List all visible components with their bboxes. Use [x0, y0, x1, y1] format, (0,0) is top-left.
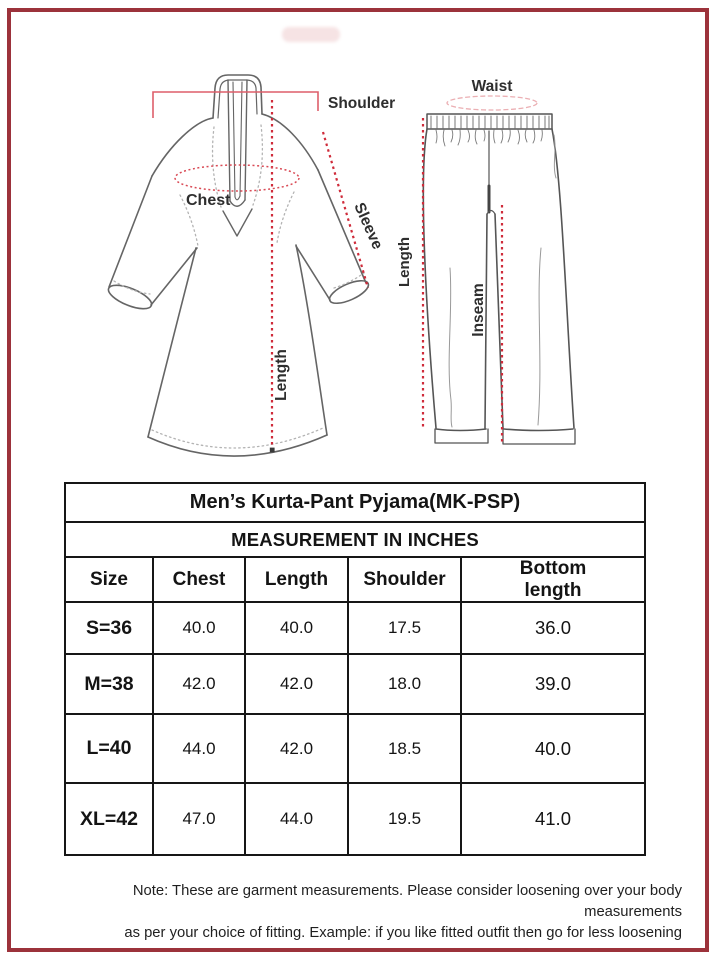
table-row-s36 — [65, 602, 645, 654]
col-header-length: Length — [245, 557, 348, 602]
kurta-stitch-lines — [114, 125, 364, 448]
shoulder-value: 18.5 — [348, 714, 461, 783]
length-value: 44.0 — [245, 783, 348, 855]
size-value: L=40 — [65, 714, 153, 783]
pants-drawing — [423, 114, 575, 444]
chest-value: 40.0 — [153, 602, 245, 654]
table-subtitle: MEASUREMENT IN INCHES — [65, 522, 645, 557]
pants-length-label: Length — [396, 237, 413, 287]
size-value: M=38 — [65, 654, 153, 714]
kurta-length-label: Length — [273, 349, 290, 401]
table-row-l40 — [65, 714, 645, 783]
chest-value: 47.0 — [153, 783, 245, 855]
chest-value: 44.0 — [153, 714, 245, 783]
table-row-xl42 — [65, 783, 645, 855]
col-header-size: Size — [65, 557, 153, 602]
measurement-table — [64, 482, 646, 856]
chest-value: 42.0 — [153, 654, 245, 714]
kurta-sleeve-label: Sleeve — [350, 200, 386, 253]
shoulder-value: 18.0 — [348, 654, 461, 714]
kurta-drawing — [105, 75, 371, 456]
pants-measure-marks — [423, 96, 537, 443]
table-title: Men’s Kurta-Pant Pyjama(MK-PSP) — [65, 483, 645, 522]
size-value: S=36 — [65, 602, 153, 654]
bottom-length-value: 39.0 — [461, 654, 645, 714]
col-header-chest: Chest — [153, 557, 245, 602]
pants-waist-label: Waist — [471, 78, 513, 95]
shoulder-value: 19.5 — [348, 783, 461, 855]
bottom-length-value: 36.0 — [461, 602, 645, 654]
length-value: 40.0 — [245, 602, 348, 654]
pants-inseam-label: Inseam — [470, 283, 487, 337]
size-value: XL=42 — [65, 783, 153, 855]
table-row-m38 — [65, 654, 645, 714]
length-value: 42.0 — [245, 654, 348, 714]
kurta-measure-marks — [153, 92, 368, 452]
col-header-bottom-length: Bottom length — [461, 557, 645, 602]
shoulder-value: 17.5 — [348, 602, 461, 654]
kurta-chest-label: Chest — [186, 192, 231, 209]
note-line-1: Note: These are garment measurements. Please consider loosening over your body measurements — [132, 883, 682, 920]
note-text — [36, 881, 682, 944]
kurta-shoulder-label: Shoulder — [328, 95, 396, 112]
bottom-length-value: 40.0 — [461, 714, 645, 783]
bottom-length-value: 41.0 — [461, 783, 645, 855]
length-value: 42.0 — [245, 714, 348, 783]
note-line-2: as per your choice of fitting. Example: if you like fitted outfit then go for less loosening — [124, 925, 682, 941]
col-header-shoulder: Shoulder — [348, 557, 461, 602]
